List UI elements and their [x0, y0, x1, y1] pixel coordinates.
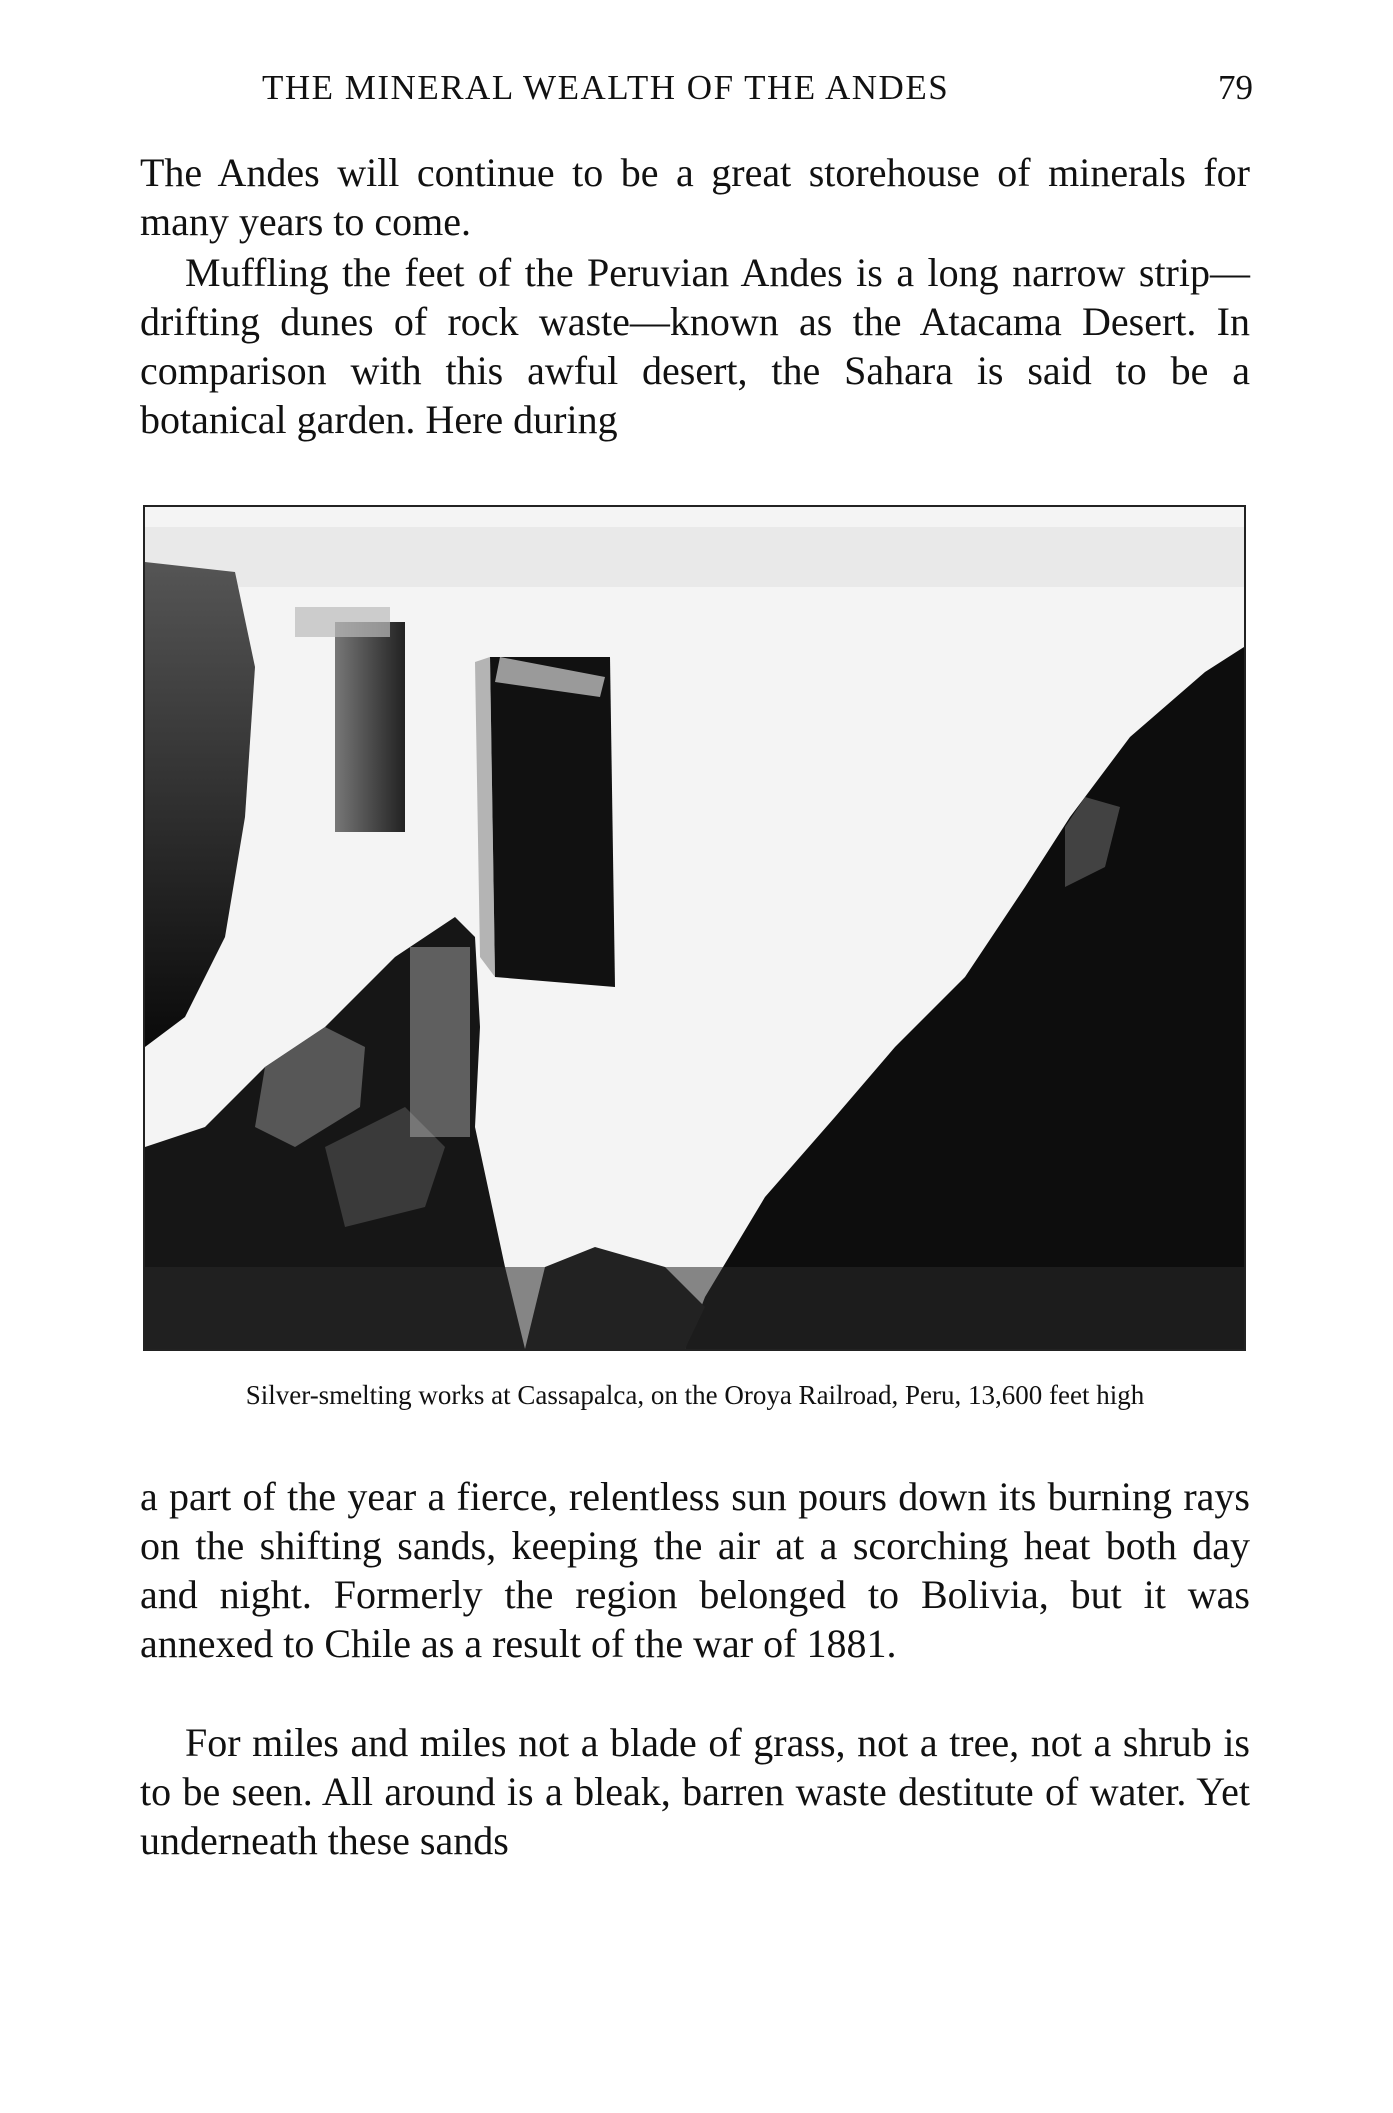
running-title: THE MINERAL WEALTH OF THE ANDES	[262, 68, 950, 107]
paragraph-1: The Andes will continue to be a great storehouse of minerals for many years to come.	[140, 150, 1250, 244]
photo-figure	[143, 505, 1246, 1351]
paragraph-2: Muffling the feet of the Peruvian Andes is a long narrow strip—drifting dunes of rock waste—known as the Atacama Desert. In comparison with this awful desert, the Sahara is said to be a botanical garden. Here during	[140, 250, 1250, 442]
page-number: 79	[1218, 68, 1253, 107]
paragraph-3: a part of the year a fierce, relentless sun pours down its burning rays on the shifting sands, keeping the air at a scorching heat both day and night. Formerly the region belonged to Bolivia, but it was annexed to Chile as a result of the war of 1881.	[140, 1474, 1250, 1666]
paragraph-4: For miles and miles not a blade of grass, not a tree, not a shrub is to be seen. All around is a bleak, barren waste destitute of water. Yet underneath these sands	[140, 1720, 1250, 1863]
page-header	[0, 68, 1393, 118]
figure-caption: Silver-smelting works at Cassapalca, on the Oroya Railroad, Peru, 13,600 feet high	[245, 1380, 1145, 1410]
smelting-works-photo	[145, 507, 1244, 1349]
